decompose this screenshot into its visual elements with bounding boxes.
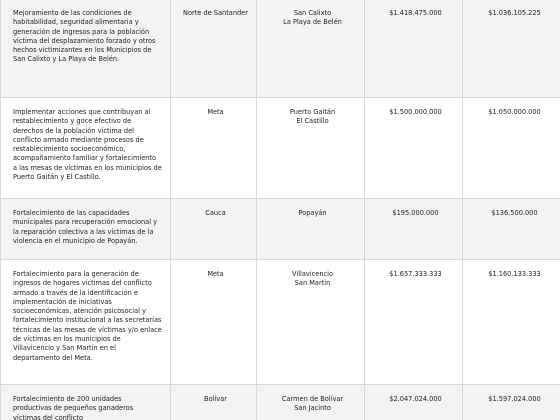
- total-value-text: $1.500.000.000: [389, 108, 442, 116]
- department-cell: [171, 260, 257, 385]
- contribution-cell: [463, 0, 560, 98]
- department-cell: [171, 199, 257, 260]
- contribution-cell: [463, 385, 560, 420]
- project-description-text: Fortalecimiento de las capacidades municipales para recuperación emocional y la reparación colectiva a las víctimas de la violencia en el municipio de Popayán.: [13, 209, 158, 245]
- contribution-cell: [463, 260, 560, 385]
- contribution-text: $136.500.000: [491, 209, 538, 217]
- table-row: [1, 199, 560, 260]
- municipality-text: San Jacinto: [294, 404, 331, 413]
- total-value-text: $2.047.024.000: [389, 395, 442, 403]
- total-value-text: $1.418.475.000: [389, 9, 442, 17]
- total-value-cell: [365, 0, 463, 98]
- department-text: Meta: [207, 270, 224, 278]
- municipality-text: Puerto Gaitán: [289, 108, 336, 116]
- department-cell: [171, 385, 257, 420]
- total-value-cell: [365, 98, 463, 199]
- municipality-text: Popayán: [298, 209, 327, 217]
- total-value-cell: [365, 385, 463, 420]
- municipality-text: Carmen de Bolívar: [281, 395, 344, 403]
- municipality-text: San Calixto: [293, 9, 332, 17]
- municipalities-cell: [257, 260, 365, 385]
- contribution-text: $1.050.000.000: [488, 108, 541, 116]
- municipality-text: El Castillo: [296, 117, 329, 126]
- table-row: [1, 98, 560, 199]
- municipality-text: Villavicencio: [292, 270, 333, 278]
- municipalities-cell: [257, 0, 365, 98]
- project-description: [1, 385, 171, 420]
- project-description: [1, 0, 171, 98]
- project-description-text: Implementar acciones que contribuyan al restablecimiento y goce efectivo de derechos de la población víctima del conflicto armado mediante procesos de restablecimiento socioeconómico, acompañamiento familiar y fortalecimiento a las mesas de víctimas en los municipios de Puerto Gaitán y El Castillo.: [13, 108, 162, 182]
- project-description: [1, 260, 171, 385]
- contribution-text: $1.160.133.333: [488, 270, 541, 278]
- department-text: Cauca: [205, 209, 226, 217]
- project-description: [1, 199, 171, 260]
- department-text: Meta: [207, 108, 224, 116]
- municipalities-cell: [257, 98, 365, 199]
- project-description-text: Fortalecimiento para la generación de ingresos de hogares víctimas del conflicto armado a través de la identificación e implementación de iniciativas socioeconómicas, atención psicosocial y fortalecimiento institucional a las secretarías técnicas de las mesas de víctimas y/o enlace de víctimas en los municipios de Villavicencio y San Martín en el departamento del Meta.: [13, 270, 162, 362]
- total-value-cell: [365, 260, 463, 385]
- municipality-text: La Playa de Belén: [283, 18, 342, 27]
- total-value-text: $195.000.000: [392, 209, 439, 217]
- project-description-text: Mejoramiento de las condiciones de habitabilidad, seguridad alimentaria y generación de ingresos para la población víctima del desplazamiento forzado y otros hechos victimizantes en los Municipios de San Calixto y La Playa de Belén.: [13, 9, 156, 64]
- municipalities-cell: [257, 385, 365, 420]
- contribution-cell: [463, 199, 560, 260]
- table-row: [1, 260, 560, 385]
- total-value-cell: [365, 199, 463, 260]
- total-value-text: $1.657.333.333: [389, 270, 442, 278]
- contribution-text: $1.036.105.225: [488, 9, 541, 17]
- municipality-text: San Martín: [294, 279, 331, 288]
- department-cell: [171, 0, 257, 98]
- contribution-text: $1.597.024.000: [488, 395, 541, 403]
- department-text: Bolívar: [204, 395, 227, 403]
- department-cell: [171, 98, 257, 199]
- municipalities-cell: [257, 199, 365, 260]
- project-description: [1, 98, 171, 199]
- project-description-text: Fortalecimiento de 200 unidades productivas de pequeños ganaderos víctimas del conflicto: [13, 395, 134, 420]
- department-text: Norte de Santander: [183, 9, 248, 17]
- table-row: [1, 0, 560, 98]
- table-row: [1, 385, 560, 420]
- contribution-cell: [463, 98, 560, 199]
